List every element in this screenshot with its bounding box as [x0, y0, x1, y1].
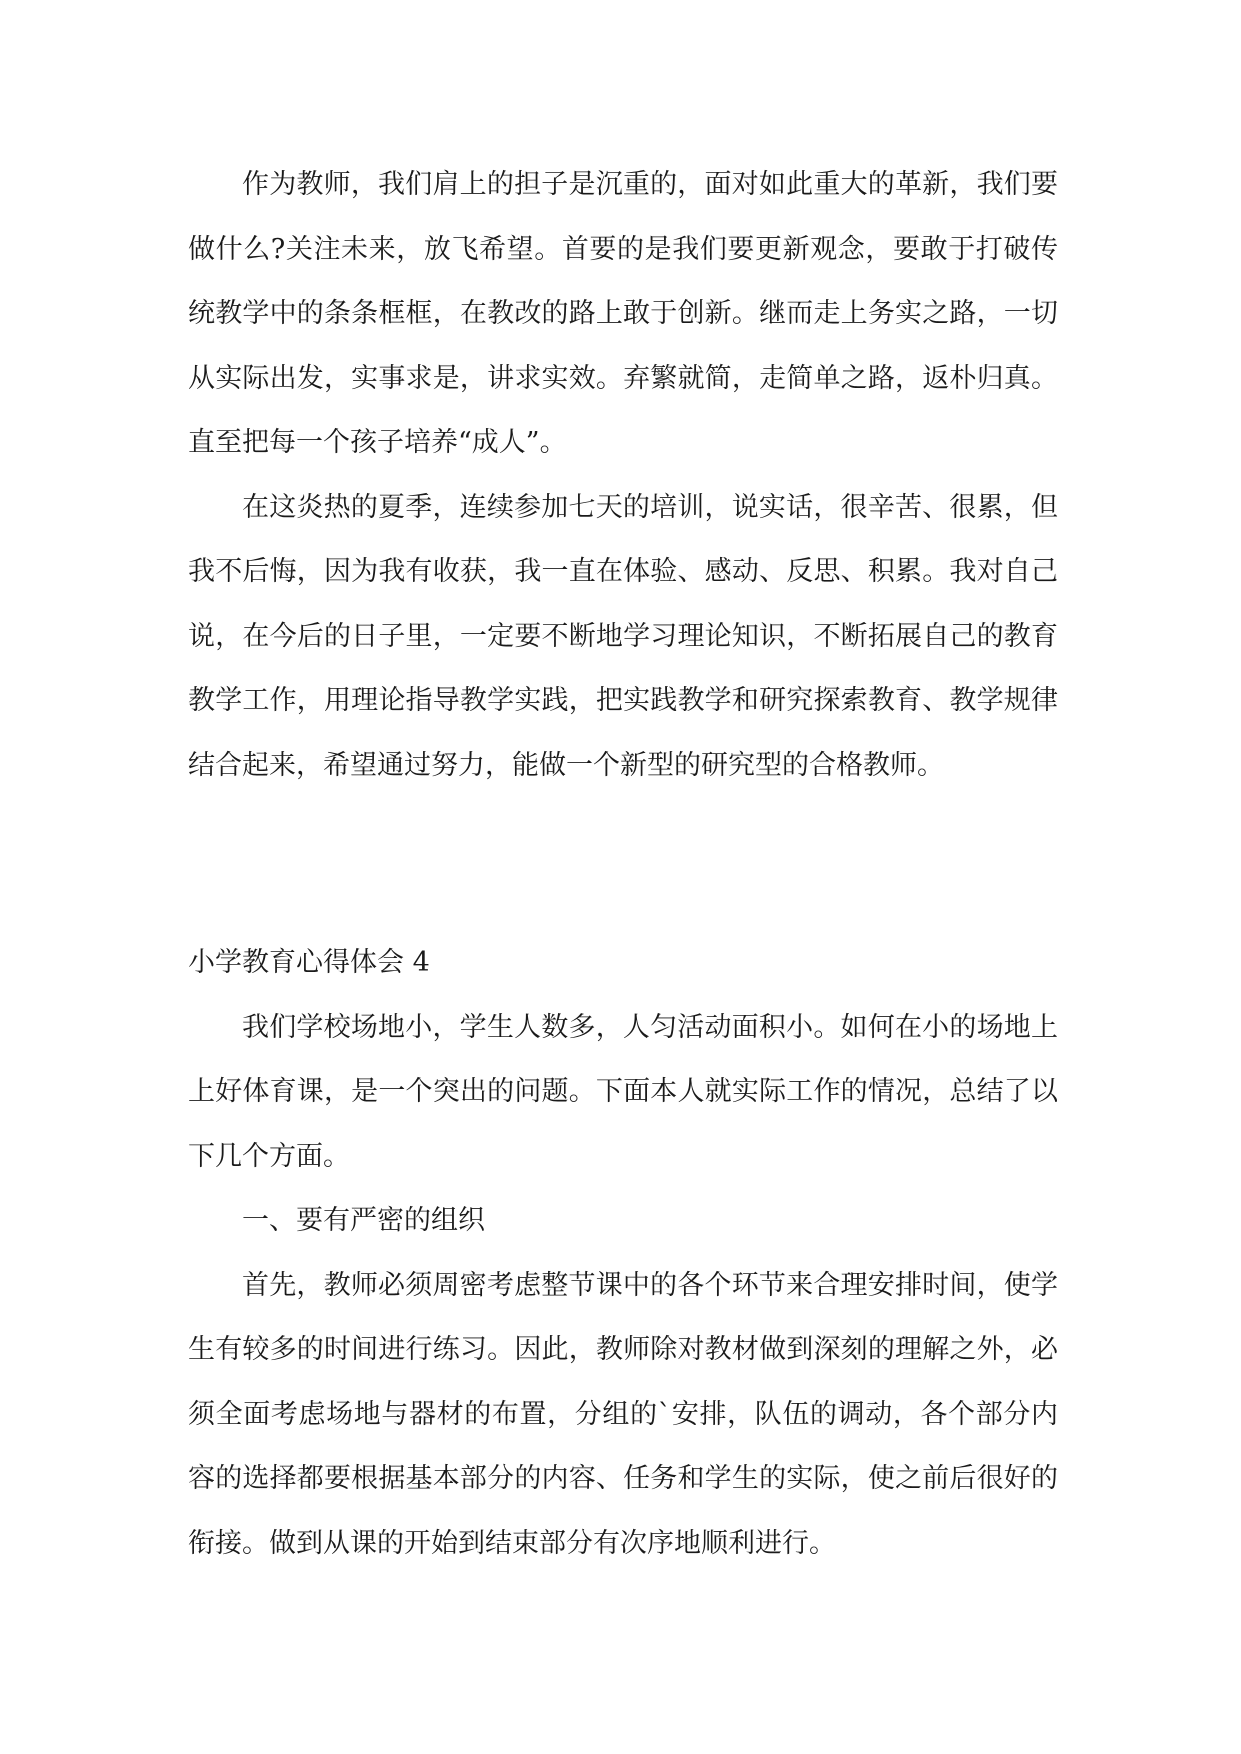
text-block-bottom	[188, 931, 1058, 1576]
paragraph: 首先，教师必须周密考虑整节课中的各个环节来合理安排时间，使学生有较多的时间进行练习。因此，教师除对教材做到深刻的理解之外，必须全面考虑场地与器材的布置，分组的`安排，队伍的调动，各个部分内容的选择都要根据基本部分的内容、任务和学生的实际，使之前后很好的衔接。做到从课的开始到结束部分有次序地顺利进行。	[188, 1269, 1058, 1559]
section-title: 小学教育心得体会 4	[188, 947, 430, 978]
paragraph: 作为教师，我们肩上的担子是沉重的，面对如此重大的革新，我们要做什么?关注未来，放飞希望。首要的是我们要更新观念，要敢于打破传统教学中的条条框框，在教改的路上敢于创新。继而走上务实之路，一切从实际出发，实事求是，讲求实效。弃繁就简，走简单之路，返朴归真。直至把每一个孩子培养“成人”。	[188, 169, 1058, 458]
paragraph: 我们学校场地小，学生人数多，人匀活动面积小。如何在小的场地上上好体育课，是一个突出的问题。下面本人就实际工作的情况，总结了以下几个方面。	[188, 1011, 1058, 1172]
text-block-top	[188, 153, 1058, 798]
paragraph: 在这炎热的夏季，连续参加七天的培训，说实话，很辛苦、很累，但我不后悔，因为我有收获，我一直在体验、感动、反思、积累。我对自己说，在今后的日子里，一定要不断地学习理论知识，不断拓展自己的教育教学工作，用理论指导教学实践，把实践教学和研究探索教育、教学规律结合起来，希望通过努力，能做一个新型的研究型的合格教师。	[188, 491, 1058, 781]
subheading: 一、要有严密的组织	[242, 1205, 485, 1236]
